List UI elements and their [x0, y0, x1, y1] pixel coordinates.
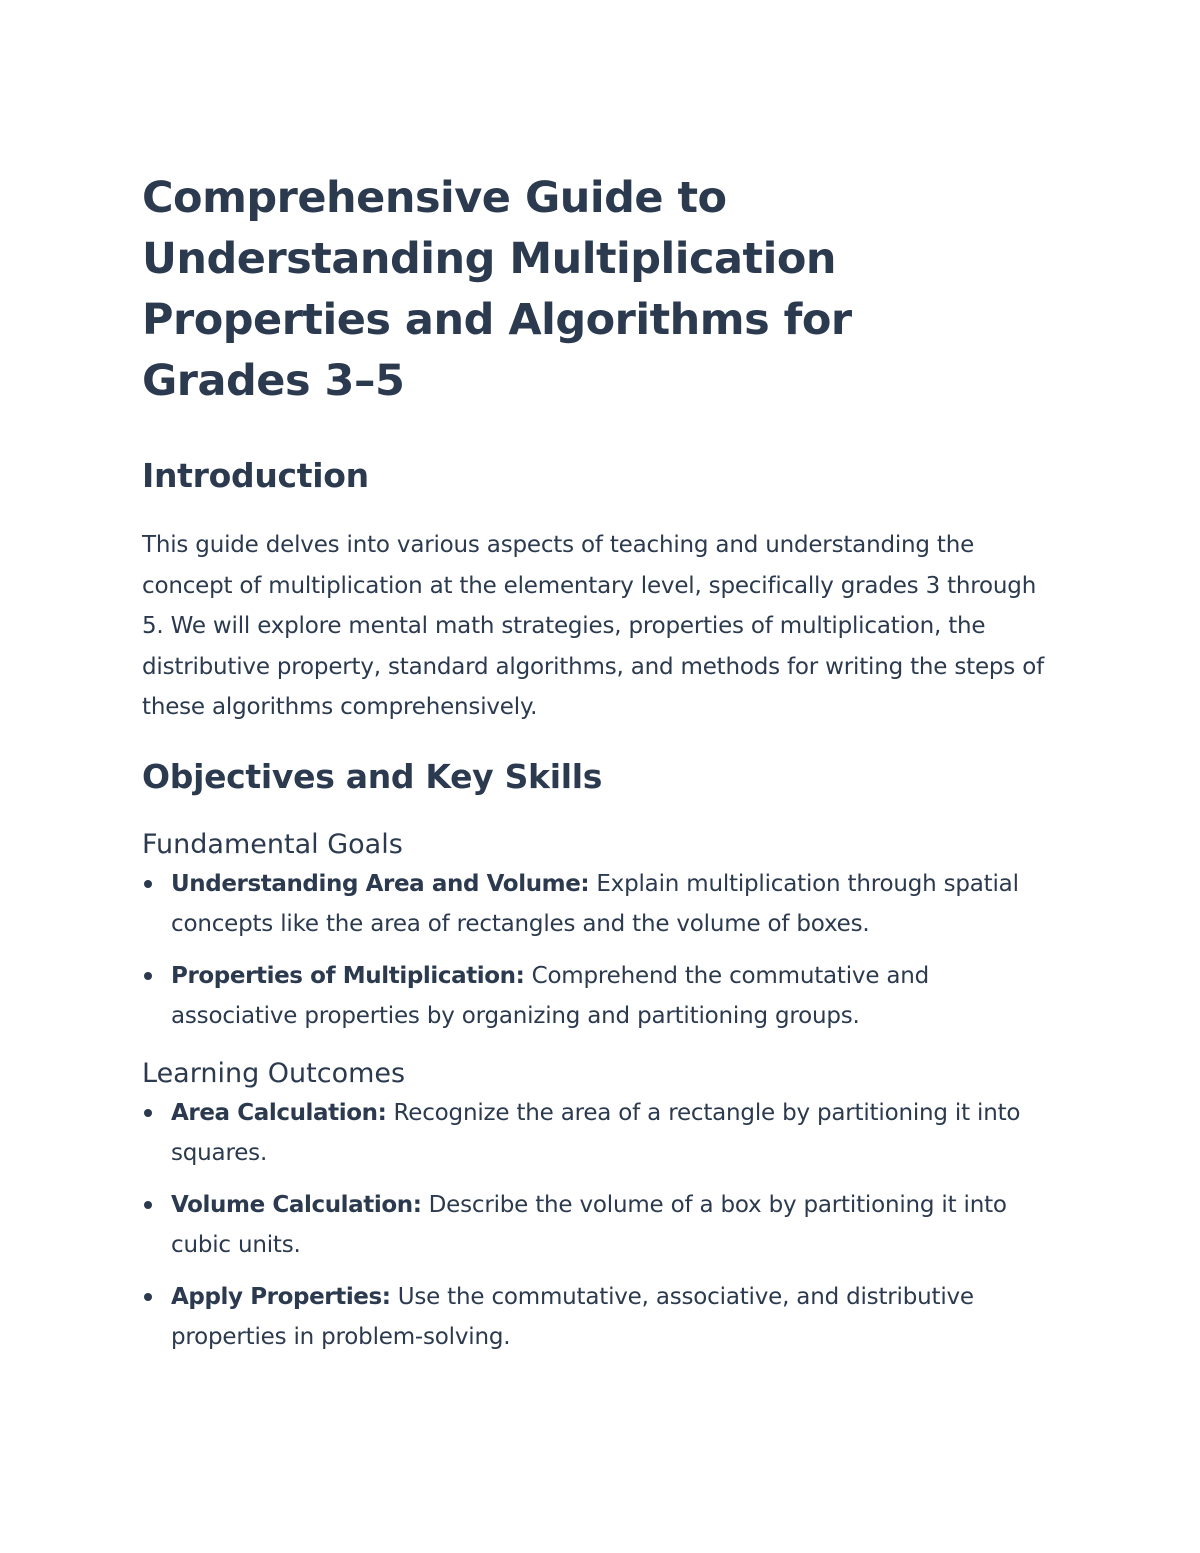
bullet-icon	[144, 1109, 152, 1117]
list-item-text: Describe the volume of a box by partitioning it into cubic units.	[171, 1191, 1007, 1258]
learning-outcomes-list	[142, 1093, 1062, 1357]
list-item-term: Area Calculation:	[171, 1099, 387, 1126]
list-item-text: Comprehend the commutative and associative properties by organizing and partitioning groups.	[171, 962, 930, 1029]
document-title: Comprehensive Guide to Understanding Multiplication Properties and Algorithms for Grades 3–5	[142, 173, 852, 406]
bullet-icon	[144, 972, 152, 980]
list-item	[142, 1093, 1062, 1173]
introduction-heading: Introduction	[142, 456, 369, 495]
introduction-paragraph: This guide delves into various aspects of teaching and understanding the concept of multiplication at the elementary level, specifically grades 3 through 5. We will explore mental math strategies, properties of multiplication, the distributive property, standard algorithms, and methods for writing the steps of these algorithms comprehensively.	[142, 532, 1044, 720]
document-page	[142, 168, 1062, 1357]
list-item	[142, 864, 1062, 944]
fundamental-goals-list	[142, 864, 1062, 1036]
list-item-term: Properties of Multiplication:	[171, 962, 525, 989]
bullet-icon	[144, 880, 152, 888]
list-item-term: Volume Calculation:	[171, 1191, 422, 1218]
list-item	[142, 1277, 1062, 1357]
objectives-heading: Objectives and Key Skills	[142, 756, 603, 796]
fundamental-goals-heading: Fundamental Goals	[142, 828, 403, 860]
list-item	[142, 1185, 1062, 1265]
learning-outcomes-heading: Learning Outcomes	[142, 1057, 406, 1089]
list-item-text: Use the commutative, associative, and distributive properties in problem-solving.	[171, 1283, 974, 1350]
list-item-text: Explain multiplication through spatial concepts like the area of rectangles and the volume of boxes.	[171, 870, 1019, 937]
list-item-term: Understanding Area and Volume:	[171, 870, 590, 897]
bullet-icon	[144, 1201, 152, 1209]
list-item-text: Recognize the area of a rectangle by partitioning it into squares.	[171, 1099, 1021, 1166]
bullet-icon	[144, 1293, 152, 1301]
list-item-term: Apply Properties:	[171, 1283, 391, 1310]
list-item	[142, 956, 1062, 1036]
